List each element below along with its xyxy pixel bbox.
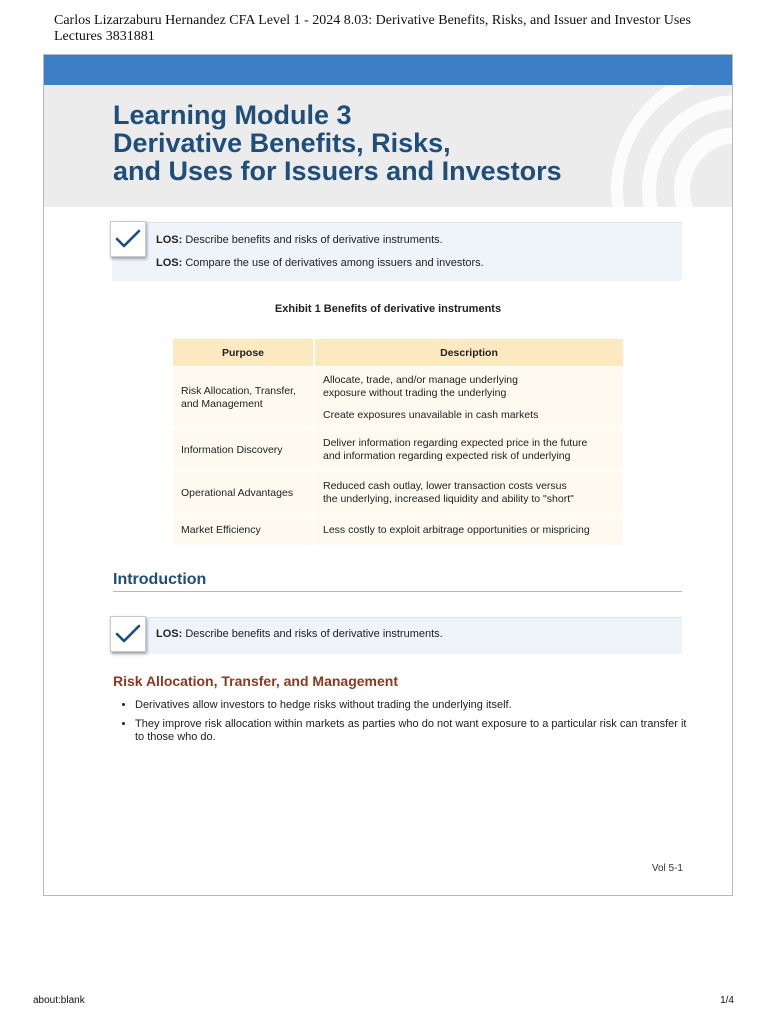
benefits-table bbox=[171, 338, 625, 546]
page-title bbox=[113, 101, 633, 185]
table-row bbox=[173, 515, 623, 545]
description-cell: Allocate, trade, and/or manage underlying exposure without trading the underlying Create exposures unavailable in cash markets bbox=[315, 367, 623, 428]
section-heading-risk-allocation: Risk Allocation, Transfer, and Management bbox=[113, 673, 398, 689]
los-box-objectives bbox=[112, 222, 682, 281]
title-line-2: Derivative Benefits, Risks, bbox=[113, 128, 451, 158]
los-box-introduction bbox=[112, 617, 682, 654]
purpose-cell: Information Discovery bbox=[173, 429, 313, 471]
title-line-3: and Uses for Issuers and Investors bbox=[113, 156, 562, 186]
section-heading-introduction: Introduction bbox=[113, 571, 682, 592]
checkmark-icon bbox=[115, 623, 141, 645]
los-checkbox bbox=[110, 221, 146, 257]
purpose-cell: Market Efficiency bbox=[173, 515, 313, 545]
checkmark-icon bbox=[115, 228, 141, 250]
list-item: • They improve risk allocation within markets as parties who do not want exposure to a particular risk can transfer it to those who do. bbox=[135, 718, 695, 744]
column-header: Description bbox=[315, 339, 623, 366]
table-row bbox=[173, 367, 623, 428]
title-line-1: Learning Module 3 bbox=[113, 100, 352, 130]
purpose-cell: Operational Advantages bbox=[173, 472, 313, 514]
description-cell: Deliver information regarding expected price in the future and information regarding expected risk of underlying bbox=[315, 429, 623, 471]
los-checkbox bbox=[110, 616, 146, 652]
description-cell: Less costly to exploit arbitrage opportunities or mispricing bbox=[315, 515, 623, 545]
top-bar bbox=[44, 55, 732, 85]
slide bbox=[43, 54, 733, 896]
footer-page-count: 1/4 bbox=[720, 995, 734, 1006]
table-row bbox=[173, 472, 623, 514]
column-header: Purpose bbox=[173, 339, 313, 366]
table-header-row bbox=[173, 339, 623, 366]
list-item: • Derivatives allow investors to hedge risks without trading the underlying itself. bbox=[135, 699, 695, 712]
exhibit-caption: Exhibit 1 Benefits of derivative instruments bbox=[274, 303, 502, 315]
table-row bbox=[173, 429, 623, 471]
los-item: LOS: Compare the use of derivatives among issuers and investors. bbox=[156, 257, 484, 269]
description-cell: Reduced cash outlay, lower transaction costs versus the underlying, increased liquidity and ability to "short" bbox=[315, 472, 623, 514]
print-header: Carlos Lizarzaburu Hernandez CFA Level 1 - 2024 8.03: Derivative Benefits, Risks, and Issuer and Investor Uses Lectures 3831881 bbox=[54, 13, 691, 44]
purpose-cell: Risk Allocation, Transfer, and Management bbox=[173, 367, 313, 428]
bullet-list bbox=[113, 699, 695, 750]
los-item: LOS: Describe benefits and risks of derivative instruments. bbox=[156, 234, 443, 246]
los-item: LOS: Describe benefits and risks of derivative instruments. bbox=[156, 628, 443, 640]
footer-url: about:blank bbox=[33, 995, 85, 1006]
slide-number: Vol 5-1 bbox=[651, 863, 683, 874]
